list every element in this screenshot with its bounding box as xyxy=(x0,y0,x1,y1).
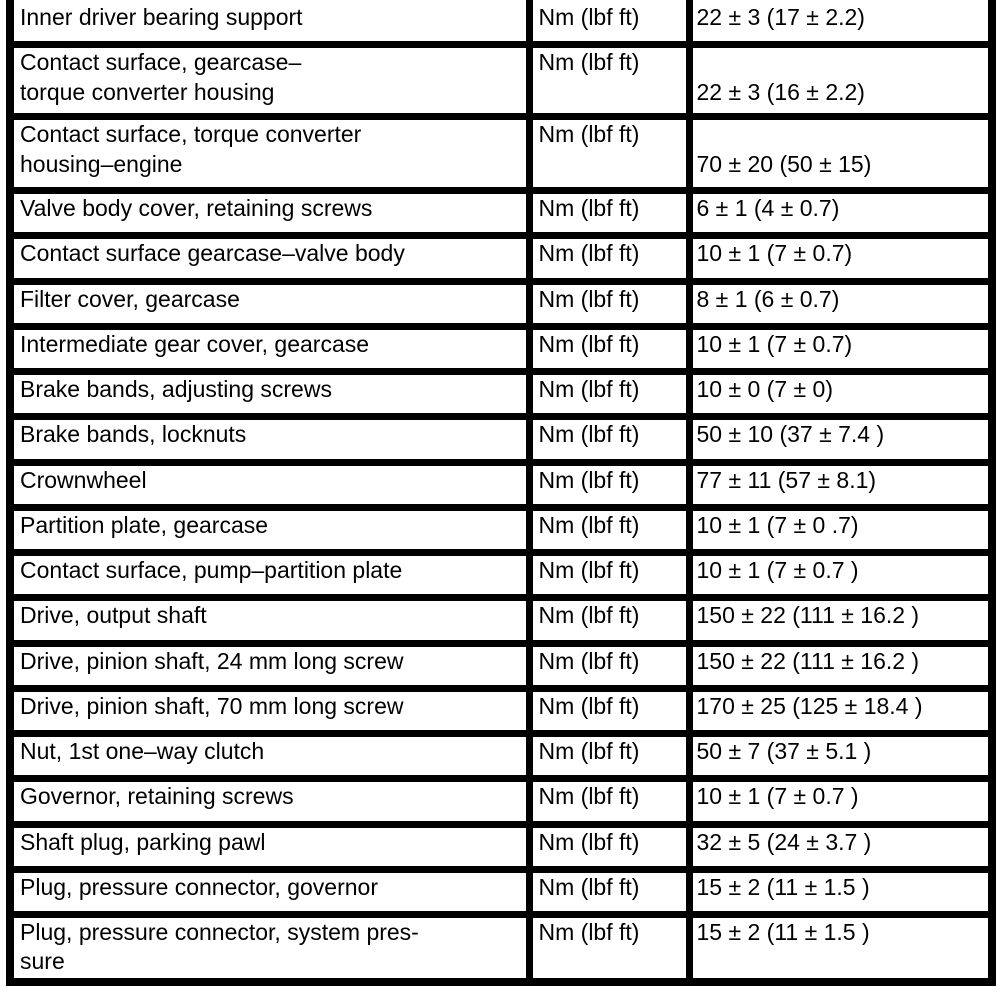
table-row xyxy=(14,734,988,779)
value-cell: 15 ± 2 (11 ± 1.5 ) xyxy=(689,869,988,914)
value-cell: 77 ± 11 (57 ± 8.1) xyxy=(689,462,988,507)
unit-cell: Nm (lbf ft) xyxy=(529,824,689,869)
table-row xyxy=(14,372,988,417)
value-cell: 8 ± 1 (6 ± 0.7) xyxy=(689,281,988,326)
unit-cell: Nm (lbf ft) xyxy=(529,598,689,643)
description-cell: Partition plate, gearcase xyxy=(14,507,529,552)
value-cell: 32 ± 5 (24 ± 3.7 ) xyxy=(689,824,988,869)
value-cell: 10 ± 1 (7 ± 0 .7) xyxy=(689,507,988,552)
value-cell: 70 ± 20 (50 ± 15) xyxy=(689,117,988,191)
value-cell: 10 ± 0 (7 ± 0) xyxy=(689,372,988,417)
value-cell: 150 ± 22 (111 ± 16.2 ) xyxy=(689,598,988,643)
table-row xyxy=(14,824,988,869)
unit-cell: Nm (lbf ft) xyxy=(529,281,689,326)
unit-cell: Nm (lbf ft) xyxy=(529,914,689,978)
value-cell: 50 ± 10 (37 ± 7.4 ) xyxy=(689,417,988,462)
table-row xyxy=(14,869,988,914)
table-row xyxy=(14,688,988,733)
value-cell: 10 ± 1 (7 ± 0.7 ) xyxy=(689,779,988,824)
description-cell: Filter cover, gearcase xyxy=(14,281,529,326)
table-row xyxy=(14,281,988,326)
description-cell: Crownwheel xyxy=(14,462,529,507)
unit-cell: Nm (lbf ft) xyxy=(529,688,689,733)
description-cell: Governor, retaining screws xyxy=(14,779,529,824)
description-cell: Contact surface, gearcase– torque converter housing xyxy=(14,45,529,117)
description-cell: Drive, pinion shaft, 24 mm long screw xyxy=(14,643,529,688)
value-cell: 6 ± 1 (4 ± 0.7) xyxy=(689,191,988,236)
table-row xyxy=(14,417,988,462)
table-row xyxy=(14,779,988,824)
unit-cell: Nm (lbf ft) xyxy=(529,236,689,281)
unit-cell: Nm (lbf ft) xyxy=(529,779,689,824)
description-cell: Intermediate gear cover, gearcase xyxy=(14,326,529,371)
unit-cell: Nm (lbf ft) xyxy=(529,869,689,914)
table-row xyxy=(14,914,988,978)
table-row xyxy=(14,45,988,117)
description-cell: Contact surface, pump–partition plate xyxy=(14,553,529,598)
description-cell: Brake bands, adjusting screws xyxy=(14,372,529,417)
value-cell: 15 ± 2 (11 ± 1.5 ) xyxy=(689,914,988,978)
table-row xyxy=(14,191,988,236)
value-cell: 10 ± 1 (7 ± 0.7) xyxy=(689,236,988,281)
unit-cell: Nm (lbf ft) xyxy=(529,326,689,371)
value-cell: 10 ± 1 (7 ± 0.7 ) xyxy=(689,553,988,598)
value-cell: 50 ± 7 (37 ± 5.1 ) xyxy=(689,734,988,779)
table-row xyxy=(14,598,988,643)
value-cell: 150 ± 22 (111 ± 16.2 ) xyxy=(689,643,988,688)
value-cell: 10 ± 1 (7 ± 0.7) xyxy=(689,326,988,371)
description-cell: Valve body cover, retaining screws xyxy=(14,191,529,236)
table-row xyxy=(14,326,988,371)
description-cell: Nut, 1st one–way clutch xyxy=(14,734,529,779)
value-cell: 22 ± 3 (17 ± 2.2) xyxy=(696,4,865,30)
unit-cell: Nm (lbf ft) xyxy=(529,643,689,688)
value-cell: 22 ± 3 (16 ± 2.2) xyxy=(689,45,988,117)
torque-spec-table xyxy=(14,0,988,978)
unit-cell: Nm (lbf ft) xyxy=(529,553,689,598)
table-row xyxy=(14,643,988,688)
table-row xyxy=(14,553,988,598)
description-cell: Contact surface, torque converter housing–engine xyxy=(14,117,529,191)
unit-cell: Nm (lbf ft) xyxy=(529,117,689,191)
unit-cell: Nm (lbf ft) xyxy=(529,507,689,552)
torque-spec-sheet xyxy=(6,0,996,986)
table-row xyxy=(14,236,988,281)
unit-cell: Nm (lbf ft) xyxy=(529,734,689,779)
description-cell: Drive, output shaft xyxy=(14,598,529,643)
table-row xyxy=(14,462,988,507)
description-cell: Drive, pinion shaft, 70 mm long screw xyxy=(14,688,529,733)
value-cell: 170 ± 25 (125 ± 18.4 ) xyxy=(689,688,988,733)
unit-cell: Nm (lbf ft) xyxy=(529,45,689,117)
table-row xyxy=(14,117,988,191)
unit-cell: Nm (lbf ft) xyxy=(529,417,689,462)
table-row xyxy=(14,507,988,552)
unit-cell: Nm (lbf ft) xyxy=(529,462,689,507)
description-cell: Brake bands, locknuts xyxy=(14,417,529,462)
description-cell: Plug, pressure connector, system pres- sure xyxy=(14,914,529,978)
table-row xyxy=(14,0,988,45)
description-cell: Inner driver bearing support xyxy=(14,0,529,45)
unit-cell: Nm (lbf ft) xyxy=(529,0,689,45)
description-cell: Plug, pressure connector, governor xyxy=(14,869,529,914)
unit-cell: Nm (lbf ft) xyxy=(529,372,689,417)
description-cell: Contact surface gearcase–valve body xyxy=(14,236,529,281)
description-cell: Shaft plug, parking pawl xyxy=(14,824,529,869)
unit-cell: Nm (lbf ft) xyxy=(529,191,689,236)
